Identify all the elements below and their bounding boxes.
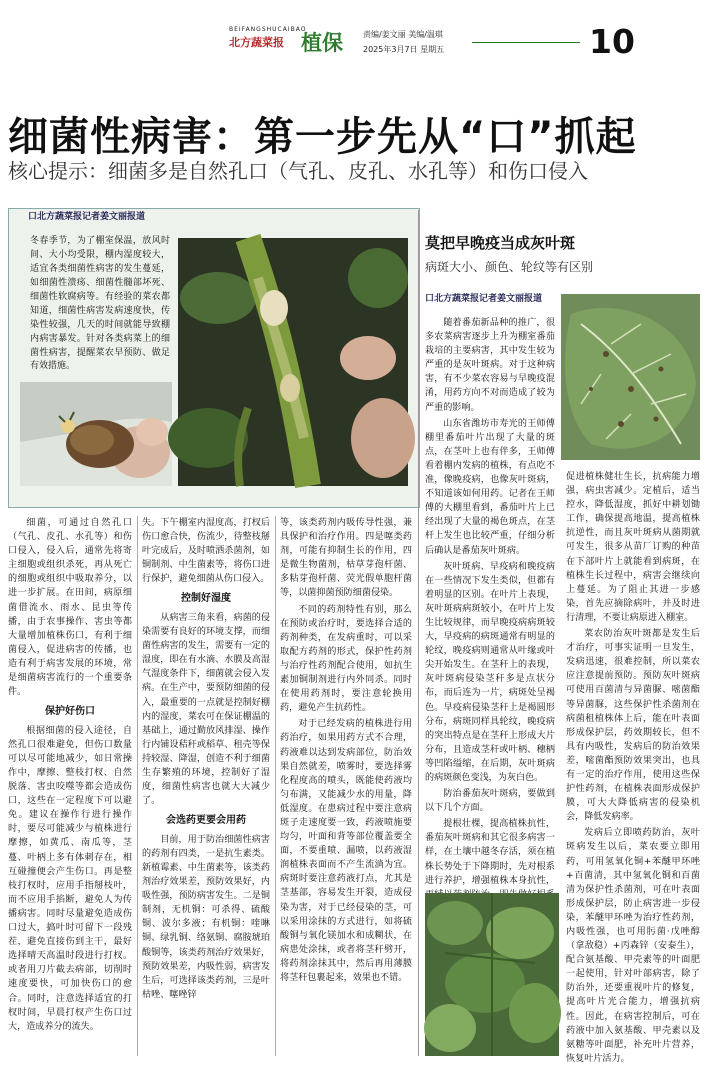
paper-name-en: BEIFANGSHUCAIBAO	[229, 26, 307, 33]
photo-diseased-stem	[178, 238, 408, 486]
side-article-deck: 病斑大小、颜色、轮纹等有区别	[425, 260, 594, 274]
page-number: 10	[589, 22, 635, 61]
subhead-humidity: 控制好湿度	[181, 593, 231, 605]
column-rule	[275, 516, 276, 1056]
editors-credit: 责编/姜文丽 美编/温琪	[363, 30, 443, 39]
side-column-1	[425, 316, 555, 888]
lead-text: 冬春季节，为了棚室保温，放风时间、大小均受限，棚内湿度较大，适宜各类细菌性病害的发生蔓延，如细菌性溃疡、细菌性髓部坏死、细菌性软腐病等。有经验的菜农都知道，细菌性病害发病速度快，传染性较强，几天的时间就能导致棚内病害暴发。针对各类病菜上的细菌性病害，提醒菜农早预防、做足有效措施。	[30, 236, 170, 372]
paragraph: 菜农防治灰叶斑都是发生后才治疗，可事实证明一旦发生，发病迅速，很难控制，所以菜农应注意提前预防。预防灰叶斑病可使用百菌清与异菌脲、嘧菌酯等异菌脲，这些保护性杀菌剂在病菌租植株体上后，能在叶表面形成保护层，药效期较长，但不具有内吸性，发病后的防治效果差，嘧菌酯预防效果突出，也具有一定的治疗作用，使用这些保护性药剂，在植株表面形成保护膜，可大大降低病害的侵染机会，降低发病率。	[566, 629, 700, 823]
paragraph: 山东省潍坊市寿光的王师傅棚里番茄叶片出现了大量的斑点，在茎叶上也有伴多，王师傅看着棚内发病的植株，有点吃不准，像晚疫病，也像灰叶斑病，不知道该如何用药。记者在王师傅的大棚里看到，番茄叶片上已经出现了大量的褐色斑点，在茎杆上发生也比较严重，仔细分析后确认是番茄灰叶斑病。	[425, 418, 555, 556]
paragraph: 对于已经发病的植株进行用药治疗，如果用药方式不合理，药液难以达到发病部位，防治效果自然就差，喷雾时，要选择雾化程度高的喷头，既能使药液均匀布满，又能减少水的用量，降低湿度。在患病过程中要注意病斑子走速度要一致，药液喷施要均匀，叶面和背等部位覆盖要全面，不要重喷、漏喷，以药液湿润植株表面而不产生流淌为宜。病斑时要注意药液打点，尤其是茎基部，容易发生开裂，造成侵染为害，对于已经侵染的茎，可以采用涂抹的方式进行，如将硫酸铜与氧化镁加水和成糊状，在病患处涂抹，或者将茎秆劈开，将药剂涂抹其中，然后再用薄膜将茎秆包裹起来，效果也不错。	[280, 719, 412, 983]
article-column-2	[142, 516, 270, 1056]
paragraph: 目前，用于防治细菌性病害的药剂有四类，一是抗生素类。新植霉素、中生菌素等，该类药剂治疗效果差，预防效果好，内吸性强，预防病害发生。二是铜制剂，无机铜：可杀得、硫酸铜、波尔多液；有机铜：喹啉铜、绿乳铜、络氨铜、腐胺琥珀酸铜等，该类药剂治疗效果好，预防效果差，内吸性弱，病害发生后，可选择该类药剂，三是叶枯唑、噻唑锌	[142, 834, 270, 1000]
paragraph: 等，该类药剂内吸传导性强，兼具保护和治疗作用。四是噻类药剂，可能有抑制生长的作用，四是微生物菌剂，枯草芽孢杆菌、多粘芽孢杆菌、荧光假单胞杆菌等，以菌抑菌预防细菌侵染。	[280, 518, 412, 599]
paragraph: 从病害三角来看，病菌的侵染需要有良好的环境支撑，而细菌性病害的发生，需要有一定的湿度，即在有水滴、水膜及高湿气湿度条件下，细菌就会侵入发病。在生产中，要预防细菌的侵入，最重要的一点就是控制好棚内的湿度，菜农可在保证棚温的基础上，通过勤放风排湿、操作行内铺设秸秆或稻草、租壳等保持较湿、降湿，创造不利于细菌生存繁殖的环境，控制好了湿度，细菌性病害也就大大减少了。	[142, 612, 270, 807]
byline: 口北方蔬菜报记者姜文丽报道	[425, 294, 543, 304]
byline: 口北方蔬菜报记者姜文丽报道	[28, 212, 146, 222]
paragraph: 发病后立即喷药防治，灰叶斑病发生以后，菜农要立即用药，可用氢氧化铜+苯醚甲环唑+百菌清，其中氢氧化铜和百菌清为保护性杀菌剂，可在叶表面形成保护层，防止病害进一步侵染，苯醚甲环唑为治疗性药剂，内吸性强，也可用肟菌·戊唑醇（拿敌稳）+丙森锌（安泰生），配合氨基酸、甲壳素等的叶面肥一起使用，针对叶部病害，除了防治外，还要重视叶片的修复，提高叶片光合能力，增强抗病性。因此，在病害控制后，可在药液中加入氨基酸、甲壳素以及氨糖等叶面肥，补充叶片营养，恢复叶片活力。	[566, 828, 700, 1064]
headline: 细菌性病害：第一步先从“口”抓起	[8, 114, 637, 160]
paper-name-cn: 北方蔬菜报	[229, 36, 284, 49]
subhead-protect-wounds: 保护好伤口	[45, 706, 95, 718]
section-title: 植保	[301, 30, 343, 55]
paragraph: 灰叶斑病、早疫病和晚疫病在一些情况下发生类似，但都有着明显的区别。在叶片上表现，灰叶斑病病斑较小，在叶片上发生比较规律，而早晚疫病病斑较大，早疫病的病斑通常有明显的轮纹，晚疫病则通常从叶缘或叶尖开始发生。在茎秆上的表现，灰叶斑病侵染茎秆多是点状分布，而后连为一片，病斑处呈褐色。早疫病侵染茎秆上是褐圆形分布，病斑同样具轮纹，晚疫病的突出特点是在茎秆上形成大片分布，且造成茎秆或叶柄、穗柄等凹陷缢缩，在后期，灰叶斑病的病斑颜色变浅，为灰白色。	[425, 561, 555, 783]
photo-diseased-fruit	[20, 382, 172, 486]
paragraph: 提根壮棵，提高植株抗性，番茄灰叶斑病和其它很多病害一样，在土壤中越冬存活，须在植株长势处于下降期时，先对根系进行养护，增强植株本身抗性，	[425, 819, 555, 886]
side-column-2	[566, 470, 700, 1064]
photo-diseased-leaf	[561, 294, 700, 460]
paragraph: 防治番茄灰叶斑病，要做到以下几个方面。	[425, 789, 555, 814]
subhead-pesticides: 会选药更要会用药	[166, 815, 246, 827]
photo-tomato-plants	[425, 893, 559, 1056]
paragraph: 失。下午棚室内湿度高，打杈后伤口愈合快，伤流少，待整枝掰叶完成后，及时喷洒杀菌剂，如铜制剂、中生菌素等，将伤口进行保护，避免细菌从伤口侵入。	[142, 518, 270, 585]
section-rule	[418, 210, 419, 1056]
paragraph: 促进植株健壮生长，抗病能力增强，病虫害减少。定植后，适当控水，降低湿度，抓好中耕划锄工作，确保提高地温，提高植株抗逆性，而且灰叶斑病从菌期就可发生，很多从苗厂订购的种苗在下部叶片上就能看到病斑，在植株生长过程中，病害会继续向上蔓延。为了阻止其进一步感染，首先应摘除病叶，并及时进行清理，不要让病原进入棚室。	[566, 472, 700, 623]
article-column-1	[8, 516, 132, 1056]
paragraph: 随着番茄新品种的推广，很多农菜病害逐步上升为棚室番茄栽培的主要病害，其中发生较为严重的是灰叶斑病。对于这种病害，有不少菜农容易与早晚疫混淆，用药方向不对而造成了较为严重的影响。	[425, 318, 555, 413]
publication-date: 2025年3月7日 星期五	[363, 45, 445, 54]
side-article-title: 莫把早晚疫当成灰叶斑	[425, 234, 576, 252]
masthead-rule	[472, 42, 580, 43]
paragraph: 根据细菌的侵入途径，自然孔口很难避免，但伤口数量可以尽可能地减少，如日常操作中，摩擦、整枝打杈、自然脱落、害虫咬噬等都会造成伤口，这些在一定程度下可以避免。建议在操作行进行操作时，要尽可能减少与植株进行摩擦，如黄瓜、南瓜等，茎蔓、叶柄上多有体刺存在，相互碰撞便会产生伤口。再是整枝打杈时，应用手指掰枝叶，而不应用手掐断，避免人为传播病害。同时尽量避免造成伤口过大，搞叶时可留下一段残茬，避免直接伤到主干，最好选择晴天高温时段进行打杈。或者用刀片截去病部，切削时速度要快，可加快伤口的愈合。同时，注意选择适宜的打杈时间，早晨打杈产生伤口过大，造成养分的流失。	[8, 725, 132, 1032]
article-column-3	[280, 516, 412, 1056]
paragraph: 不同的药剂特性有别，那么在预防或治疗时，要选择合适的药剂种类，在发病重时，可以采取配方药剂的形式，保护性药剂与治疗性药剂配合使用，如抗生素加铜制剂进行内外同杀。同时在使用药剂时，要注意轮换用药，避免产生抗药性。	[280, 604, 412, 714]
column-rule	[137, 516, 138, 1056]
subheadline: 核心提示：细菌多是自然孔口（气孔、皮孔、水孔等）和伤口侵入	[8, 159, 588, 183]
paragraph: 细菌，可通过自然孔口（气孔、皮孔、水孔等）和伤口侵入，侵入后，通常先将寄主细胞或组织杀死，再从死亡的细胞或组织中吸取养分，以进一步扩展。在田间，病原细菌借流水、雨水、昆虫等传播，由于农事操作、害虫等都大量增加植株伤口，有利于细菌侵入，促进病害的传播，也造有利于病害发展的环境，常是细菌病害流行的一个重要条件。	[8, 518, 132, 698]
